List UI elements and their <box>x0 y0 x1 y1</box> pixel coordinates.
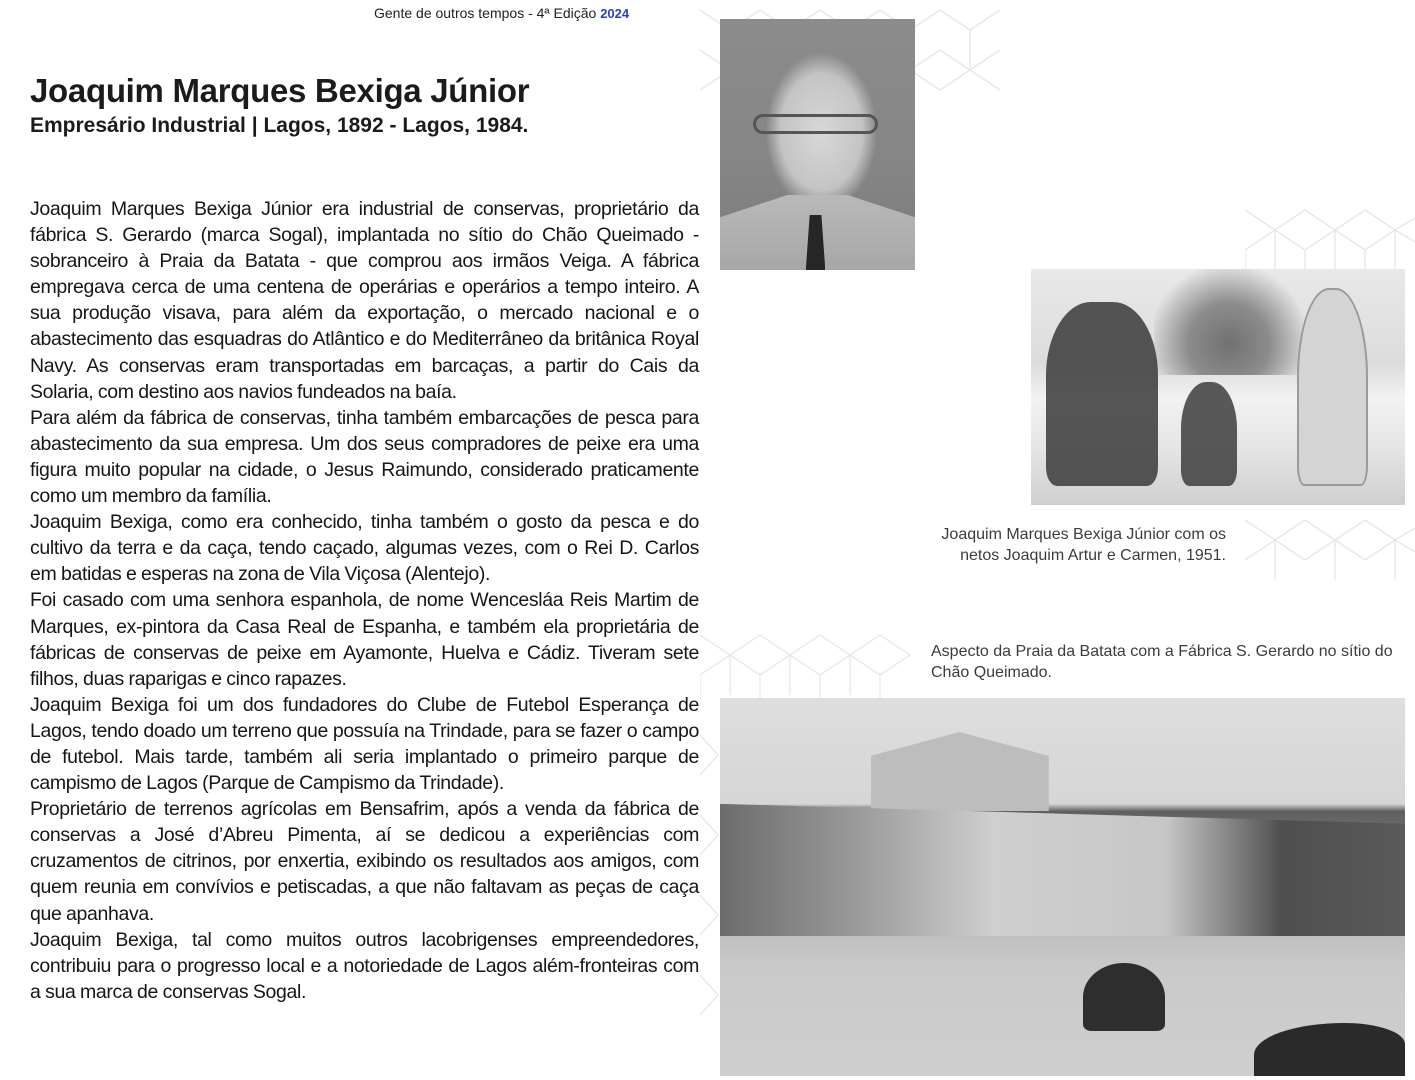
edition-year: 2024 <box>600 6 630 21</box>
article-title: Joaquim Marques Bexiga Júnior <box>30 72 530 109</box>
paragraph: Foi casado com uma senhora espanhola, de nome Wencesláa Reis Martim de Marques, ex-pintora da Casa Real de Espanha, e também ela proprietária de fábricas de conservas de peixe em Ayamonte, Huelva e Cádiz. Tiveram sete filhos, duas raparigas e cinco rapazes. <box>30 589 699 690</box>
beach-photo-rocks <box>1254 1023 1405 1076</box>
caption-line: Joaquim Marques Bexiga Júnior com os <box>941 526 1226 543</box>
beach-photo-rock <box>1083 963 1165 1031</box>
paragraph: Joaquim Bexiga, como era conhecido, tinha também o gosto da pesca e do cultivo da terra e da caça, tendo caçado, algumas vezes, com o Rei D. Carlos em batidas e esperas na zona de Vila Viçosa (Alentejo). <box>30 511 699 586</box>
beach-photo-factory <box>871 732 1049 811</box>
publication-header <box>374 5 629 21</box>
paragraph: Joaquim Bexiga, tal como muitos outros lacobrigenses empreendedores, contribuiu para o progresso local e a notoriedade de Lagos além-fronteiras com a sua marca de conservas Sogal. <box>30 928 699 1003</box>
caption-line: netos Joaquim Artur e Carmen, 1951. <box>960 547 1226 564</box>
portrait-photo <box>720 19 915 270</box>
paragraph: Para além da fábrica de conservas, tinha também embarcações de pesca para abastecimento da sua empresa. Um dos seus compradores de peixe era uma figura muito popular na cidade, o Jesus Raimundo, considerado praticamente como um membro da família. <box>30 406 699 508</box>
family-photo-caption <box>880 524 1226 566</box>
article-subtitle: Empresário Industrial | Lagos, 1892 - Lagos, 1984. <box>30 114 529 137</box>
family-photo <box>1031 269 1405 505</box>
portrait-glasses <box>753 114 878 134</box>
family-photo-grandson <box>1181 382 1237 486</box>
beach-photo-caption: Aspecto da Praia da Batata com a Fábrica S. Gerardo no sítio do Chão Queimado. <box>931 643 1393 681</box>
family-photo-granddaughter <box>1297 288 1368 486</box>
family-photo-grandfather <box>1046 302 1158 486</box>
article-body <box>30 196 699 1005</box>
paragraph: Proprietário de terrenos agrícolas em Bensafrim, após a venda da fábrica de conservas a José d’Abreu Pimenta, aí se dedicou a experiências com cruzamentos de citrinos, por enxertia, exibindo os resultados aos amigos, com quem reunia em convívios e petiscadas, a que não faltavam as peças de caça que apanhava. <box>30 798 699 925</box>
beach-photo-cliff <box>720 804 1405 936</box>
paragraph: Joaquim Bexiga foi um dos fundadores do Clube de Futebol Esperança de Lagos, tendo doado um terreno que possuía na Trindade, para se fazer o campo de futebol. Mais tarde, também ali seria implantado o primeiro parque de campismo de Lagos (Parque de Campismo da Trindade). <box>30 693 699 795</box>
series-title: Gente de outros tempos - 4ª Edição <box>374 5 597 21</box>
beach-photo <box>720 698 1405 1076</box>
paragraph: Joaquim Marques Bexiga Júnior era industrial de conservas, proprietário da fábrica S. Gerardo (marca Sogal), implantada no sítio do Chão Queimado - sobranceiro à Praia da Batata - que comprou aos irmãos Veiga. A fábrica empregava cerca de uma centena de operárias e operários a tempo inteiro. A sua produção visava, para além da exportação, o mercado nacional e o abastecimento das esquadras do Atlântico e do Mediterrâneo da britânica Royal Navy. As conservas eram transportadas em barcaças, a partir do Cais da Solaria, com destino aos navios fundeados na baía. <box>30 198 699 403</box>
